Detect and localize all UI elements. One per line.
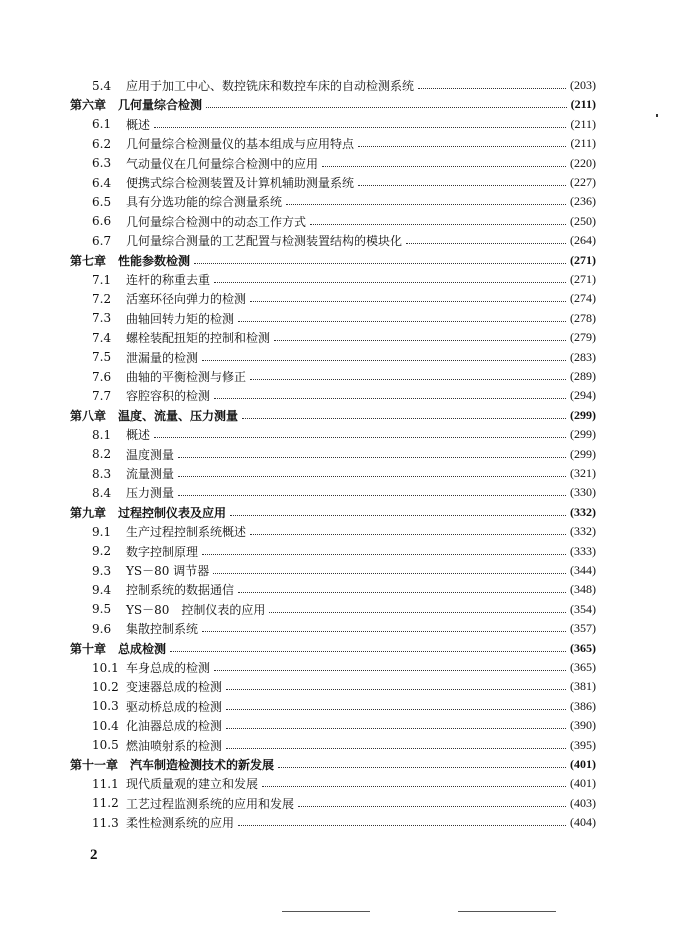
- toc-section-entry[interactable]: [92, 212, 596, 231]
- toc-chapter-entry[interactable]: [70, 406, 596, 425]
- dot-leader: [358, 185, 566, 186]
- toc-section-entry[interactable]: [92, 386, 596, 405]
- entry-title: 几何量综合检测中的动态工作方式: [126, 214, 307, 229]
- entry-number: 8.1: [92, 427, 112, 442]
- entry-page: (220): [570, 155, 596, 170]
- entry-number: 6.4: [92, 175, 112, 190]
- dot-leader: [206, 107, 567, 108]
- dot-leader: [230, 515, 566, 516]
- toc-section-entry[interactable]: [92, 483, 596, 502]
- toc-chapter-entry[interactable]: [70, 251, 596, 270]
- entry-number: 第六章: [70, 98, 107, 113]
- dot-leader: [213, 573, 566, 574]
- dot-leader: [298, 806, 566, 807]
- dot-leader: [406, 243, 566, 244]
- entry-number: 6.3: [92, 156, 112, 171]
- entry-title: 生产过程控制系统概述: [126, 525, 247, 540]
- dot-leader: [418, 88, 566, 89]
- toc-section-entry[interactable]: [92, 289, 596, 308]
- entry-title: 几何量综合检测量仪的基本组成与应用特点: [126, 137, 355, 152]
- entry-page: (357): [570, 621, 596, 636]
- entry-number: 8.3: [92, 466, 112, 481]
- entry-page: (386): [570, 698, 596, 713]
- toc-section-entry[interactable]: [92, 774, 596, 793]
- entry-page: (299): [570, 446, 596, 461]
- entry-page: (279): [570, 330, 596, 345]
- entry-number: 10.4: [92, 718, 119, 733]
- toc-section-entry[interactable]: [92, 464, 596, 483]
- toc-section-entry[interactable]: [92, 736, 596, 755]
- toc-chapter-entry[interactable]: [70, 95, 596, 114]
- entry-number: 6.1: [92, 117, 112, 132]
- entry-title: 曲轴的平衡检测与修正: [126, 370, 247, 384]
- toc-section-entry[interactable]: [92, 658, 596, 677]
- entry-number: 9.5: [92, 602, 112, 617]
- toc-section-entry[interactable]: [92, 619, 596, 638]
- dot-leader: [214, 670, 566, 671]
- entry-title: 几何量综合测量的工艺配置与检测装置结构的模块化: [126, 234, 403, 249]
- entry-title: 活塞环径向弹力的检测: [126, 292, 247, 307]
- toc-chapter-entry[interactable]: [70, 755, 596, 774]
- entry-number: 7.3: [92, 311, 112, 326]
- scan-speck: [656, 114, 658, 117]
- entry-title: 汽车制造检测技术的新发展: [130, 758, 275, 772]
- dot-leader: [269, 612, 566, 613]
- entry-page: (294): [570, 388, 596, 403]
- toc-section-entry[interactable]: [92, 76, 596, 95]
- dot-leader: [286, 204, 566, 205]
- dot-leader: [274, 340, 566, 341]
- entry-page: (395): [570, 737, 596, 752]
- entry-number: 9.3: [92, 563, 112, 578]
- entry-title: 螺栓装配扭矩的控制和检测: [126, 331, 271, 346]
- dot-leader: [322, 166, 566, 167]
- entry-number: 6.2: [92, 136, 112, 151]
- toc-chapter-entry[interactable]: [70, 503, 596, 522]
- dot-leader: [278, 767, 566, 768]
- entry-number: 10.3: [92, 699, 119, 714]
- entry-number: 11.1: [92, 776, 119, 791]
- toc-section-entry[interactable]: [92, 445, 596, 464]
- entry-title: 容腔容积的检测: [126, 389, 211, 404]
- entry-number: 7.4: [92, 330, 112, 345]
- dot-leader: [202, 631, 566, 632]
- entry-number: 第七章: [70, 253, 107, 268]
- entry-page: (365): [570, 640, 596, 655]
- entry-page: (354): [570, 601, 596, 616]
- toc-section-entry[interactable]: [92, 677, 596, 696]
- entry-title: YS－80 调节器: [126, 564, 210, 578]
- toc-section-entry[interactable]: [92, 231, 596, 250]
- dot-leader: [238, 825, 566, 826]
- dot-leader: [202, 554, 566, 555]
- entry-page: (271): [570, 252, 596, 267]
- entry-page: (283): [570, 349, 596, 364]
- page-number: 2: [90, 847, 98, 863]
- entry-title: 集散控制系统: [126, 622, 199, 637]
- entry-number: 9.4: [92, 582, 112, 597]
- entry-number: 8.2: [92, 447, 112, 462]
- entry-page: (381): [570, 679, 596, 694]
- toc-section-entry[interactable]: [92, 522, 596, 541]
- entry-page: (299): [570, 407, 596, 422]
- entry-page: (278): [570, 310, 596, 325]
- toc-section-entry[interactable]: [92, 580, 596, 599]
- toc-section-entry[interactable]: [92, 270, 596, 289]
- entry-number: 9.6: [92, 621, 112, 636]
- entry-page: (250): [570, 213, 596, 228]
- entry-page: (330): [570, 485, 596, 500]
- dot-leader: [214, 398, 566, 399]
- entry-number: 7.6: [92, 369, 112, 384]
- entry-page: (333): [570, 543, 596, 558]
- entry-title: 概述: [126, 428, 151, 443]
- entry-page: (211): [570, 116, 596, 131]
- toc-section-entry[interactable]: [92, 173, 596, 192]
- dot-leader: [214, 282, 566, 283]
- dot-leader: [202, 360, 566, 361]
- dot-leader: [262, 786, 566, 787]
- entry-number: 第十章: [70, 641, 107, 656]
- dot-leader: [238, 321, 566, 322]
- entry-title: 燃油喷射系的检测: [126, 738, 223, 753]
- entry-title: 工艺过程监测系统的应用和发展: [126, 796, 295, 811]
- entry-title: 连杆的称重去重: [126, 273, 211, 287]
- toc-section-entry[interactable]: [92, 309, 596, 328]
- entry-page: (321): [570, 466, 596, 480]
- dot-leader: [226, 709, 566, 710]
- entry-title: 泄漏量的检测: [126, 350, 199, 365]
- dot-leader: [154, 127, 566, 128]
- entry-number: 6.6: [92, 214, 112, 229]
- entry-title: 变速器总成的检测: [126, 680, 223, 695]
- entry-title: 化油器总成的检测: [126, 719, 223, 734]
- entry-number: 9.1: [92, 524, 112, 539]
- entry-number: 7.2: [92, 291, 112, 306]
- entry-title: 车身总成的检测: [126, 661, 211, 675]
- dot-leader: [242, 418, 566, 419]
- entry-page: (348): [570, 582, 596, 597]
- toc-section-entry[interactable]: [92, 367, 596, 386]
- toc-section-entry[interactable]: [92, 328, 596, 347]
- dot-leader: [178, 476, 566, 477]
- entry-number: 10.1: [92, 660, 119, 675]
- toc-section-entry[interactable]: [92, 813, 596, 832]
- entry-title: 性能参数检测: [118, 253, 191, 268]
- entry-number: 9.2: [92, 544, 112, 559]
- entry-title: 驱动桥总成的检测: [126, 699, 223, 714]
- entry-number: 第九章: [70, 505, 107, 520]
- entry-title: YS－80 控制仪表的应用: [126, 602, 266, 617]
- entry-number: 6.5: [92, 194, 112, 209]
- toc-section-entry[interactable]: [92, 794, 596, 813]
- toc-section-entry[interactable]: [92, 600, 596, 619]
- dot-leader: [250, 379, 566, 380]
- scan-artifact: [458, 911, 556, 912]
- entry-page: (390): [570, 718, 596, 733]
- dot-leader: [226, 748, 566, 749]
- entry-number: 11.3: [92, 815, 119, 830]
- dot-leader: [250, 534, 566, 535]
- dot-leader: [226, 728, 566, 729]
- entry-number: 7.5: [92, 350, 112, 365]
- entry-number: 10.5: [92, 738, 119, 753]
- entry-number: 7.1: [92, 272, 112, 287]
- entry-title: 曲轴回转力矩的检测: [126, 311, 235, 326]
- entry-page: (289): [570, 369, 596, 383]
- entry-page: (236): [570, 194, 596, 209]
- entry-page: (332): [570, 504, 596, 519]
- entry-page: (332): [570, 524, 596, 539]
- entry-number: 5.4: [92, 78, 112, 93]
- dot-leader: [194, 263, 566, 264]
- entry-page: (211): [570, 136, 596, 151]
- entry-title: 温度、流量、压力测量: [118, 408, 239, 423]
- dot-leader: [358, 146, 566, 147]
- toc-section-entry[interactable]: [92, 697, 596, 716]
- dot-leader: [154, 437, 566, 438]
- entry-number: 第十一章: [70, 758, 119, 772]
- entry-number: 11.2: [92, 796, 119, 811]
- entry-title: 应用于加工中心、数控铣床和数控车床的自动检测系统: [126, 79, 415, 93]
- entry-title: 控制系统的数据通信: [126, 583, 235, 598]
- entry-title: 气动量仪在几何量综合检测中的应用: [126, 156, 319, 171]
- entry-page: (299): [570, 427, 596, 442]
- dot-leader: [178, 495, 566, 496]
- toc-chapter-entry[interactable]: [70, 639, 596, 658]
- entry-title: 柔性检测系统的应用: [126, 816, 235, 831]
- toc-section-entry[interactable]: [92, 134, 596, 153]
- entry-number: 6.7: [92, 233, 112, 248]
- entry-number: 8.4: [92, 485, 112, 500]
- dot-leader: [238, 592, 566, 593]
- toc-section-entry[interactable]: [92, 192, 596, 211]
- entry-page: (401): [570, 776, 596, 791]
- entry-title: 数字控制原理: [126, 544, 199, 559]
- toc-section-entry[interactable]: [92, 154, 596, 173]
- entry-title: 便携式综合检测装置及计算机辅助测量系统: [126, 176, 355, 190]
- entry-page: (403): [570, 795, 596, 810]
- entry-number: 10.2: [92, 679, 119, 694]
- scan-artifact: [282, 911, 370, 912]
- entry-title: 总成检测: [118, 641, 167, 656]
- dot-leader: [178, 457, 566, 458]
- entry-page: (401): [570, 757, 596, 771]
- dot-leader: [310, 224, 566, 225]
- entry-page: (264): [570, 233, 596, 248]
- toc-section-entry[interactable]: [92, 561, 596, 580]
- toc-section-entry[interactable]: [92, 348, 596, 367]
- entry-page: (274): [570, 291, 596, 306]
- dot-leader: [250, 301, 566, 302]
- entry-page: (271): [570, 272, 596, 286]
- entry-page: (211): [570, 97, 596, 112]
- entry-page: (404): [570, 815, 596, 830]
- entry-title: 现代质量观的建立和发展: [126, 777, 259, 792]
- toc-section-entry[interactable]: [92, 115, 596, 134]
- toc-section-entry[interactable]: [92, 542, 596, 561]
- entry-page: (203): [570, 78, 596, 92]
- entry-title: 流量测量: [126, 467, 175, 481]
- entry-title: 压力测量: [126, 486, 175, 501]
- entry-title: 几何量综合检测: [118, 98, 203, 113]
- entry-title: 温度测量: [126, 447, 175, 462]
- entry-title: 概述: [126, 117, 151, 132]
- entry-page: (227): [570, 175, 596, 189]
- entry-number: 第八章: [70, 408, 107, 423]
- entry-title: 过程控制仪表及应用: [118, 505, 227, 520]
- dot-leader: [170, 651, 566, 652]
- toc-section-entry[interactable]: [92, 716, 596, 735]
- entry-page: (365): [570, 660, 596, 674]
- entry-title: 具有分选功能的综合测量系统: [126, 195, 283, 210]
- dot-leader: [226, 689, 566, 690]
- entry-page: (344): [570, 563, 596, 577]
- entry-number: 7.7: [92, 388, 112, 403]
- toc-section-entry[interactable]: [92, 425, 596, 444]
